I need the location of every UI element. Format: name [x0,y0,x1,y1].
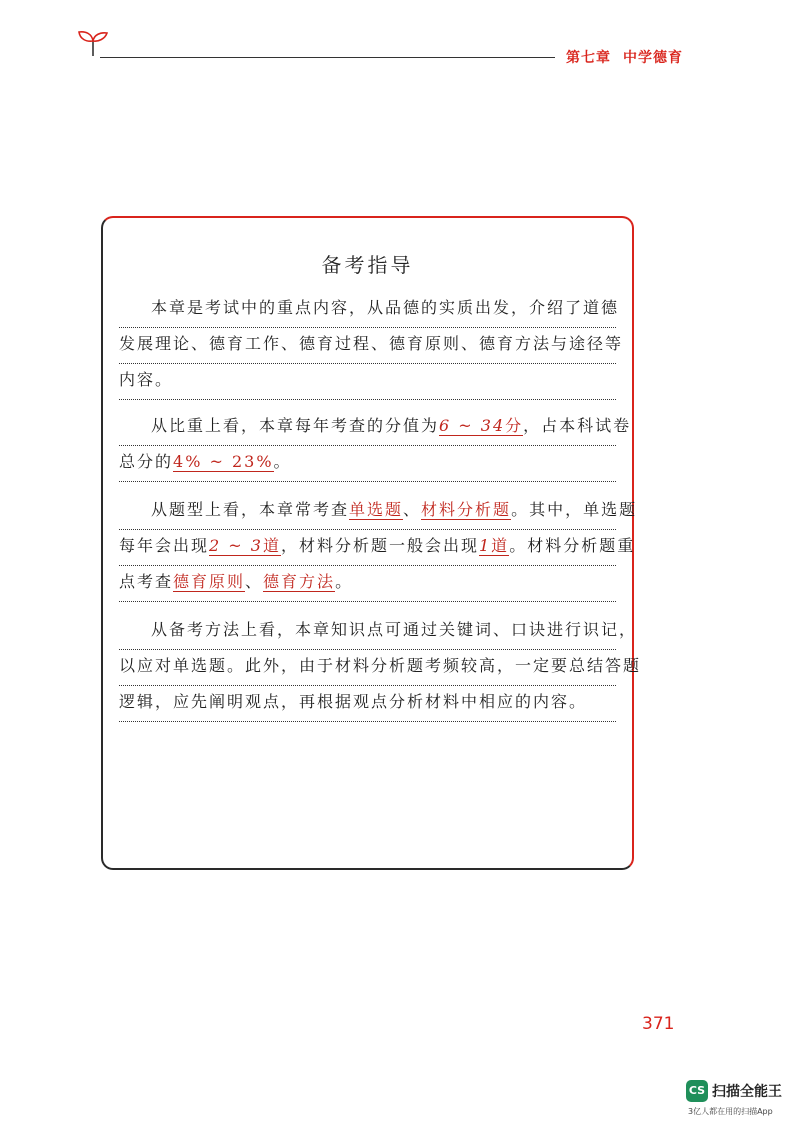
page-number: 371 [642,1014,675,1034]
text-line: 以应对单选题。此外，由于材料分析题考频较高，一定要总结答题 [119,650,616,686]
text-line: 本章是考试中的重点内容，从品德的实质出发，介绍了道德 [119,292,616,328]
text-span: ，占本科试卷 [523,416,632,435]
single-choice-count: 2 ~ 3 [209,536,263,555]
watermark-tagline: 3亿人都在用的扫描App [688,1107,773,1116]
text-span: 。 [335,572,354,591]
text-line: 逻辑，应先阐明观点，再根据观点分析材料中相应的内容。 [119,686,616,722]
chapter-heading [566,47,683,67]
text-line [119,410,632,446]
text-span: 、 [245,572,264,591]
chapter-title: 中学德育 [623,50,683,66]
material-count: 1 [478,536,492,555]
text-span: 。其中，单选题 [511,500,638,519]
score-unit: 分 [505,416,524,435]
text-line [119,530,636,566]
percent-range: 4% ~ 23% [173,452,274,471]
type-material-analysis: 材料分析题 [421,500,512,519]
study-guide-box [101,216,642,870]
guide-title: 备考指导 [321,253,414,277]
text-span: 。 [273,452,292,471]
scanner-watermark [686,1080,786,1120]
text-line [119,494,638,530]
paragraph-overview [119,292,624,400]
count-unit: 道 [491,536,510,555]
text-span: 。材料分析题重 [509,536,636,555]
text-line [119,566,616,602]
text-span: ，材料分析题一般会出现 [280,536,479,555]
paragraph-question-types [119,494,638,602]
focus-methods: 德育方法 [263,572,336,591]
text-span: 每年会出现 [119,536,210,555]
sprout-icon [76,28,110,58]
paragraph-weight [119,410,632,482]
text-span: 从题型上看，本章常考查 [151,500,350,519]
chapter-number: 第七章 [566,50,611,66]
header-rule [100,57,555,58]
paragraph-study-method [119,614,642,722]
text-span: 、 [403,500,422,519]
text-line: 从备考方法上看，本章知识点可通过关键词、口诀进行识记， [119,614,616,650]
text-span: 总分的 [119,452,174,471]
text-line: 内容。 [119,364,616,400]
text-span: 点考查 [119,572,174,591]
type-single-choice: 单选题 [349,500,404,519]
text-line: 发展理论、德育工作、德育过程、德育原则、德育方法与途径等 [119,328,616,364]
score-range: 6 ~ 34 [439,416,506,435]
text-span: 从比重上看，本章每年考查的分值为 [151,416,440,435]
count-unit: 道 [262,536,281,555]
text-line [119,446,616,482]
watermark-name: 扫描全能王 [712,1084,782,1100]
camscanner-logo-icon: CS [686,1080,708,1102]
focus-principles: 德育原则 [173,572,246,591]
